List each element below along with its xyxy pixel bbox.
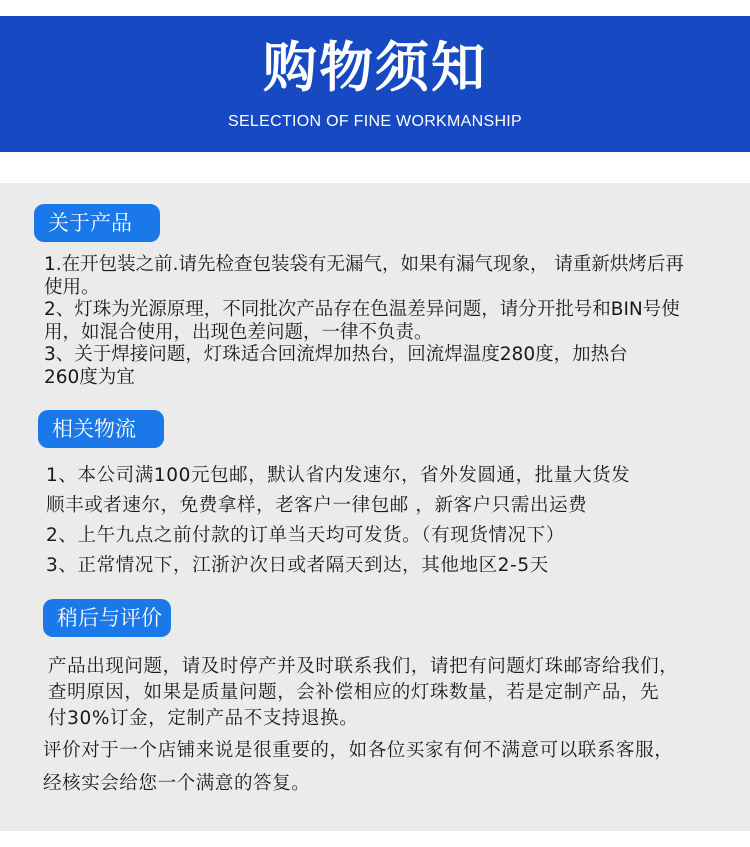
- text-line: 产品出现问题，请及时停产并及时联系我们，请把有问题灯珠邮寄给我们，: [48, 656, 679, 677]
- text-line: 3、正常情况下，江浙沪次日或者隔天到达，其他地区2-5天: [46, 555, 549, 576]
- text-line: 1.在开包装之前.请先检查包装袋有无漏气，如果有漏气现象， 请重新烘烤后再: [44, 254, 684, 275]
- text-line: 付30%订金，定制产品不支持退换。: [48, 708, 359, 729]
- text-line: 260度为宜: [44, 366, 135, 388]
- text-line: 经核实会给您一个满意的答复。: [43, 773, 311, 794]
- page-subtitle: SELECTION OF FINE WORKMANSHIP: [227, 113, 523, 130]
- page-title: 购物须知: [263, 36, 487, 99]
- text-line: 用，如混合使用，出现色差问题，一律不负责。: [44, 321, 433, 343]
- text-line: 1、本公司满100元包邮，默认省内发速尔，省外发圆通，批量大货发: [46, 465, 631, 486]
- text-line: 查明原因，如果是质量问题，会补偿相应的灯珠数量，若是定制产品，先: [48, 682, 660, 703]
- text-line: 2、上午九点之前付款的订单当天均可发货。（有现货情况下）: [46, 525, 565, 546]
- text-line: 3、关于焊接问题，灯珠适合回流焊加热台，回流焊温度280度，加热台: [44, 344, 628, 365]
- text-line: 评价对于一个店铺来说是很重要的，如各位买家有何不满意可以联系客服，: [43, 740, 674, 761]
- section-logistics-text: [46, 461, 746, 581]
- section-review-text-a: [48, 654, 748, 732]
- text-line: 顺丰或者速尔，免费拿样，老客户一律包邮 ，新客户只需出运费: [46, 495, 588, 516]
- section-heading-product: 关于产品: [34, 204, 160, 242]
- header-banner: [0, 16, 750, 152]
- section-product-text: [44, 254, 744, 389]
- text-line: 2、灯珠为光源原理，不同批次产品存在色温差异问题，请分开批号和BIN号使: [44, 299, 680, 320]
- section-heading-review: 稍后与评价: [43, 599, 171, 637]
- text-line: 使用。: [44, 276, 100, 298]
- section-review-text-b: [43, 734, 748, 800]
- section-heading-logistics: 相关物流: [38, 410, 164, 448]
